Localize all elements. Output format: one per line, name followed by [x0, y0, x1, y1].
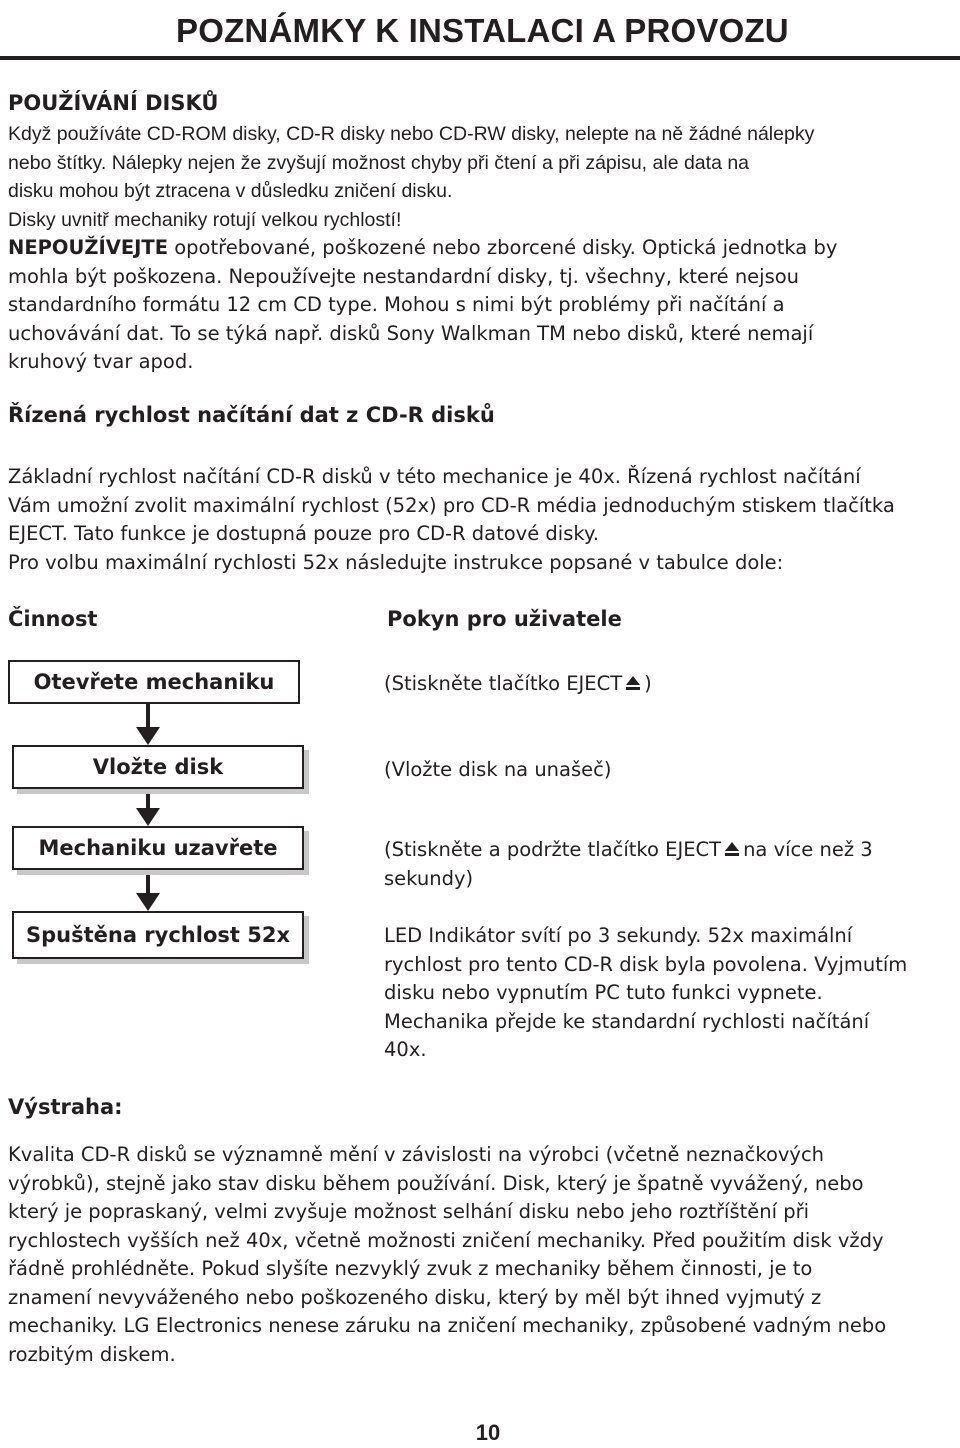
- page-number: 10: [475, 1420, 501, 1445]
- paragraph-line: [8, 234, 953, 263]
- step-box-close-drive: Mechaniku uzavřete: [12, 826, 304, 870]
- step-note-speed-enabled: [384, 922, 944, 1065]
- section-heading-read-speed: Řízená rychlost načítání dat z CD-R disků: [8, 403, 495, 427]
- note-text: (Stiskněte a podržte tlačítko EJECT: [384, 838, 722, 861]
- paragraph-line: Když používáte CD-ROM disky, CD-R disky nebo CD-RW disky, nelepte na ně žádné nálepky: [8, 123, 815, 145]
- title-rule: [0, 56, 960, 60]
- note-line: sekundy): [384, 866, 474, 890]
- paragraph-line: mohla být poškozena. Nepoužívejte nestandardní disky, tj. všechny, které nejsou: [8, 264, 800, 288]
- flow-arrow: [136, 727, 160, 745]
- step-note-insert-disc: [384, 756, 944, 785]
- step-box-insert-disc: Vložte disk: [12, 745, 304, 789]
- disc-use-paragraph: [8, 120, 953, 377]
- paragraph-line: disku mohou být ztracena v důsledku zničení disku.: [8, 180, 453, 202]
- paragraph-line: standardního formátu 12 cm CD type. Mohou s nimi být problémy při načítání a: [8, 293, 785, 316]
- section-heading-disc-use: POUŽÍVÁNÍ DISKŮ: [8, 91, 219, 115]
- paragraph-line: kruhový tvar apod.: [8, 350, 194, 373]
- paragraph-line: uchovávání dat. To se týká např. disků Sony Walkman TM nebo disků, které nemají: [8, 321, 814, 345]
- paragraph-line: rychlostech vyšších než 40x, včetně možnosti zničení mechaniky. Před použitím disk vždy: [8, 1228, 884, 1252]
- paragraph-line: který je popraskaný, velmi zvyšuje možnost selhání disku nebo jeho roztříštění při: [8, 1200, 810, 1223]
- paragraph-line: Disky uvnitř mechaniky rotují velkou rychlostí!: [8, 208, 402, 231]
- step-box-open-drive: Otevřete mechaniku: [8, 660, 300, 704]
- warning-paragraph: [8, 1141, 953, 1369]
- note-text: (Stiskněte tlačítko EJECT: [384, 672, 623, 695]
- paragraph-line: nebo štítky. Nálepky nejen že zvyšují možnost chyby při čtení a při zápisu, ale data na: [8, 151, 750, 174]
- paragraph-line: rozbitým diskem.: [8, 1342, 176, 1366]
- paragraph-line: Vám umožní zvolit maximální rychlost (52x) pro CD-R média jednoduchým stiskem tlačítka: [8, 493, 895, 517]
- warning-heading: Výstraha:: [8, 1095, 123, 1119]
- step-note-open-drive: [384, 670, 944, 699]
- read-speed-paragraph: [8, 463, 953, 577]
- note-line: [384, 836, 944, 865]
- paragraph-line: řádně prohlédněte. Pokud slyšíte nezvyklý zvuk z mechaniky během činnosti, je to: [8, 1257, 813, 1280]
- warning-text: opotřebované, poškozené nebo zborcené disky. Optická jednotka by: [168, 236, 838, 259]
- step-note-close-drive: [384, 836, 944, 893]
- paragraph-line: Kvalita CD-R disků se významně mění v závislosti na výrobci (včetně neznačkových: [8, 1143, 825, 1166]
- paragraph-line: mechaniky. LG Electronics nenese záruku na zničení mechaniky, způsobené vadným nebo: [8, 1314, 887, 1337]
- note-line: rychlost pro tento CD-R disk byla povolena. Vyjmutím: [384, 952, 908, 976]
- page-title: POZNÁMKY K INSTALACI A PROVOZU: [176, 12, 789, 49]
- eject-icon: [725, 842, 739, 857]
- paragraph-line: znamení nevyváženého nebo poškozeného disku, který by měl být ihned vyjmutý z: [8, 1285, 822, 1309]
- step-box-speed-enabled: Spuštěna rychlost 52x: [12, 911, 304, 959]
- note-line: Mechanika přejde ke standardní rychlosti načítání: [384, 1009, 870, 1033]
- warning-emphasis: NEPOUŽÍVEJTE: [8, 236, 169, 259]
- column-heading-instruction: Pokyn pro uživatele: [387, 607, 622, 631]
- note-line: 40x.: [384, 1038, 427, 1061]
- note-text: na více než 3: [743, 838, 873, 861]
- note-line: [384, 670, 944, 699]
- note-line: disku nebo vypnutím PC tuto funkci vypnete.: [384, 981, 823, 1004]
- eject-icon: [626, 676, 640, 691]
- note-line: (Vložte disk na unašeč): [384, 758, 612, 781]
- paragraph-line: výrobků), stejně jako stav disku během používání. Disk, který je špatně vyvážený, nebo: [8, 1171, 864, 1195]
- paragraph-line: Pro volbu maximální rychlosti 52x následujte instrukce popsané v tabulce dole:: [8, 550, 784, 574]
- flow-arrow: [136, 808, 160, 826]
- note-line: LED Indikátor svítí po 3 sekundy. 52x maximální: [384, 924, 853, 947]
- paragraph-line: EJECT. Tato funkce je dostupná pouze pro CD-R datové disky.: [8, 522, 599, 545]
- note-text: ): [644, 672, 652, 695]
- paragraph-line: Základní rychlost načítání CD-R disků v této mechanice je 40x. Řízená rychlost načítání: [8, 465, 861, 488]
- flow-arrow: [136, 893, 160, 911]
- column-heading-action: Činnost: [8, 607, 98, 631]
